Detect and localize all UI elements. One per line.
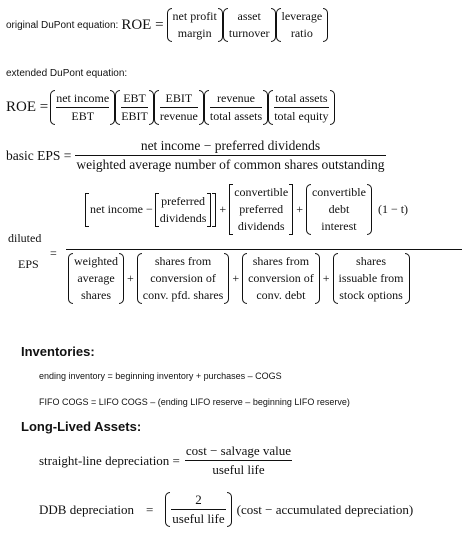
diluted-denominator: [68, 253, 410, 304]
dupont-term-leverage: [276, 8, 329, 42]
ext-f5-den: total equity: [274, 109, 329, 123]
ext-f3-num: EBIT: [165, 91, 193, 105]
diluted-numerator: [85, 184, 408, 235]
dupont-t2-den: turnover: [228, 26, 270, 40]
dupont-t3-num: leverage: [281, 9, 323, 23]
diluted-equals: =: [50, 246, 57, 260]
c2a: shares from: [252, 254, 310, 268]
plus-1: +: [219, 202, 227, 216]
diluted-eps-label: EPS: [18, 257, 39, 271]
dupont-term-asset-turnover: [223, 8, 276, 42]
cp3: dividends: [237, 219, 285, 233]
den-options: [333, 253, 410, 304]
dupont-term-profit-margin: [167, 8, 223, 42]
inventory-formula-1: ending inventory = beginning inventory + purchases – COGS: [39, 371, 282, 381]
cd1: convertible: [311, 185, 366, 199]
basic-eps-fraction: [75, 138, 385, 173]
ext-lhs: ROE =: [6, 99, 49, 115]
den-plus-2: +: [232, 271, 240, 285]
dupont-t1-den: margin: [177, 26, 212, 40]
ddb-equation: [39, 492, 413, 527]
sl-num: cost − salvage value: [185, 443, 292, 458]
ext-term-3: [154, 90, 204, 125]
ddb-factor: [165, 492, 231, 527]
ws3: shares: [81, 288, 111, 302]
dupont-lhs: ROE =: [121, 16, 164, 33]
diluted-ni: net income −: [90, 202, 153, 216]
dupont-label: original DuPont equation:: [6, 19, 119, 31]
cd2: debt: [328, 202, 350, 216]
long-lived-assets-heading: Long-Lived Assets:: [21, 419, 142, 434]
c1b: conversion of: [150, 271, 216, 285]
dupont-t3-den: ratio: [290, 26, 313, 40]
c3a: shares: [356, 254, 387, 268]
cd3: interest: [321, 219, 357, 233]
diluted-conv-pref: [229, 184, 293, 235]
c1a: shares from: [154, 254, 212, 268]
den-conv-debt: [242, 253, 320, 304]
ext-f5-num: total assets: [275, 91, 328, 105]
diluted-tax: (1 − t): [377, 202, 409, 216]
pd1: preferred: [161, 193, 206, 208]
c2c: conv. debt: [256, 288, 306, 302]
dupont-equation: [6, 8, 328, 42]
ext-term-4: [204, 90, 268, 125]
diluted-label: diluted: [8, 231, 42, 245]
extended-dupont-equation: [6, 90, 335, 125]
basic-eps-equation: [6, 138, 386, 173]
cp1: convertible: [234, 185, 289, 199]
ext-f2-num: EBT: [123, 91, 146, 105]
ext-f1-den: EBT: [56, 107, 109, 125]
den-weighted: [68, 253, 124, 304]
basic-eps-den: weighted average number of common shares outstanding: [76, 157, 385, 172]
ddb-lhs: DDB depreciation: [39, 501, 134, 517]
c2b: conversion of: [248, 271, 314, 285]
inventories-heading: Inventories:: [21, 344, 95, 359]
diluted-pref-div: [155, 193, 212, 227]
c3c: stock options: [339, 288, 403, 302]
ddb-den: useful life: [172, 511, 225, 526]
cp2: preferred: [239, 202, 284, 216]
ext-f3-den: revenue: [159, 109, 198, 123]
sl-fraction: [185, 443, 292, 478]
ws2: average: [77, 271, 115, 285]
straight-line-equation: [39, 443, 292, 478]
den-plus-1: +: [127, 271, 134, 285]
basic-eps-num: net income − preferred dividends: [140, 138, 321, 153]
ddb-eq: =: [145, 501, 154, 517]
ext-term-1: [50, 90, 115, 125]
den-conv-pfd: [137, 253, 230, 304]
ws1: weighted: [74, 254, 118, 268]
sl-lhs: straight-line depreciation =: [39, 452, 180, 468]
den-plus-3: +: [322, 271, 330, 285]
ddb-num: 2: [195, 492, 202, 507]
ext-f2-den: EBIT: [121, 109, 148, 123]
ext-term-5: [268, 90, 334, 125]
ext-f1-num: net income: [56, 91, 110, 105]
c1c: conv. pfd. shares: [142, 288, 224, 302]
inventory-formula-2: FIFO COGS = LIFO COGS – (ending LIFO reserve – beginning LIFO reserve): [39, 397, 350, 407]
diluted-num-bracket: [85, 193, 216, 227]
basic-eps-lhs: basic EPS =: [6, 147, 72, 163]
dupont-t2-num: asset: [237, 9, 261, 23]
dupont-t1-num: net profit: [172, 9, 217, 23]
ext-f4-num: revenue: [217, 91, 256, 105]
ext-f4-den: total assets: [209, 109, 263, 123]
pd2: dividends: [159, 210, 207, 225]
c3b: issuable from: [338, 271, 404, 285]
ext-term-2: [115, 90, 154, 125]
plus-2: +: [296, 202, 303, 216]
diluted-fraction-bar: [66, 249, 462, 250]
sl-den: useful life: [185, 460, 292, 478]
extended-dupont-label: extended DuPont equation:: [6, 68, 128, 79]
diluted-conv-debt: [306, 184, 372, 235]
ddb-rhs: (cost − accumulated depreciation): [236, 501, 414, 517]
